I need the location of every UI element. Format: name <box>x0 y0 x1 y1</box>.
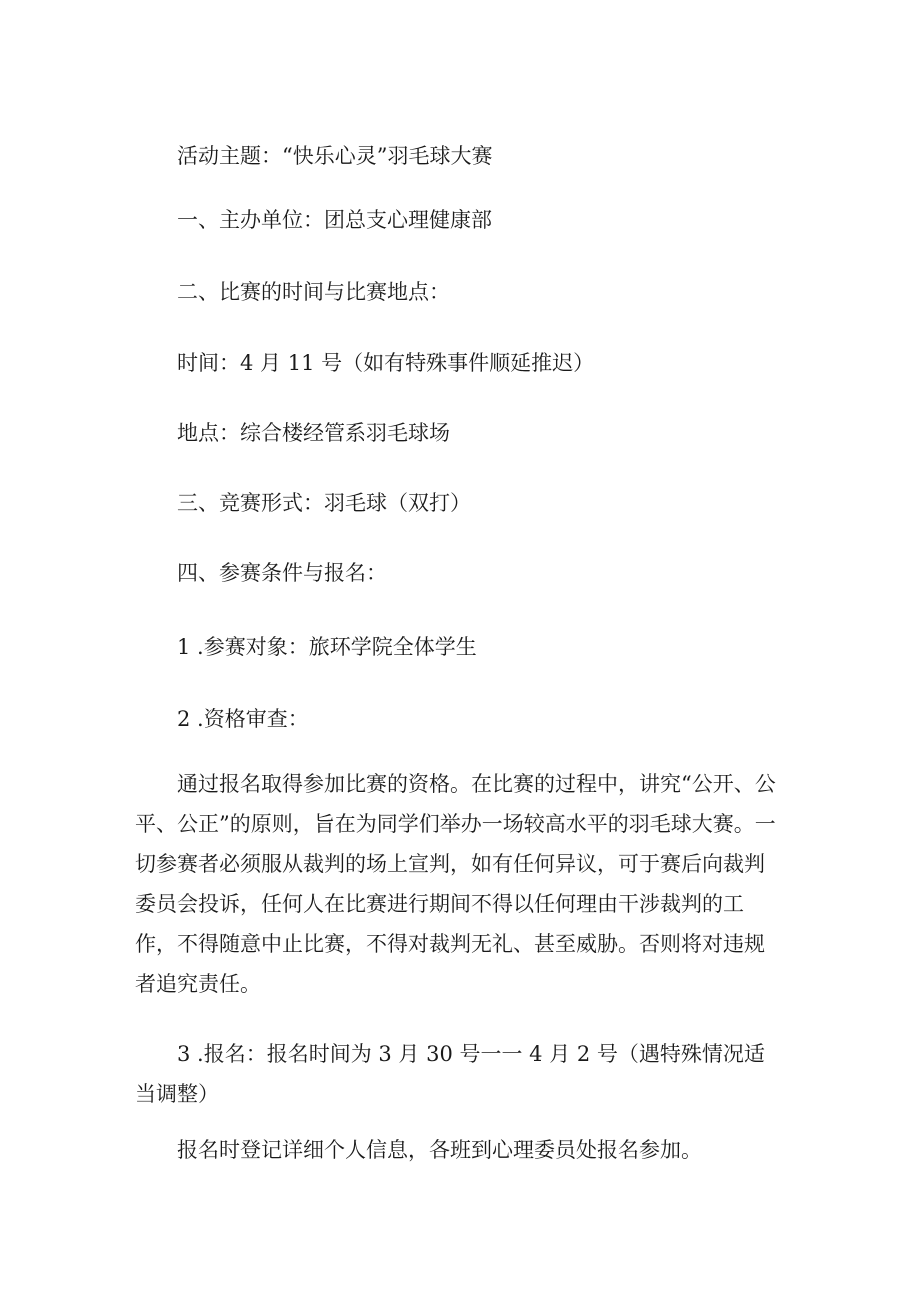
item-2-qualification: 2 .资格审查： <box>177 707 309 731</box>
conditions-heading: 四、参赛条件与报名： <box>177 561 387 585</box>
organizer-line: 一、主办单位：团总支心理健康部 <box>177 208 492 232</box>
format-line: 三、竞赛形式：羽毛球（双打） <box>177 491 471 515</box>
activity-theme: 活动主题：“快乐心灵”羽毛球大赛 <box>177 144 493 168</box>
time-line: 时间：4 月 11 号（如有特殊事件顺延推迟） <box>177 351 595 375</box>
registration-note: 报名时登记详细个人信息，各班到心理委员处报名参加。 <box>177 1138 702 1162</box>
item-1-participants: 1 .参赛对象：旅环学院全体学生 <box>177 635 477 659</box>
place-line: 地点：综合楼经管系羽毛球场 <box>177 421 450 445</box>
registration-paragraph <box>135 1034 785 1114</box>
qualification-text: 通过报名取得参加比赛的资格。在比赛的过程中，讲究“公开、公平、公正”的原则，旨在为同学们举办一场较高水平的羽毛球大赛。一切参赛者必须服从裁判的场上宣判，如有任何异议，可于赛后向裁判委员会投诉，任何人在比赛进行期间不得以任何理由干涉裁判的工作，不得随意中止比赛，不得对裁判无礼、甚至威胁。否则将对违规者追究责任。 <box>135 772 776 996</box>
time-place-heading: 二、比赛的时间与比赛地点： <box>177 280 450 304</box>
qualification-paragraph <box>135 764 785 1004</box>
item-3-registration: 3 .报名：报名时间为 3 月 30 号一一 4 月 2 号（遇特殊情况适当调整） <box>135 1042 765 1106</box>
